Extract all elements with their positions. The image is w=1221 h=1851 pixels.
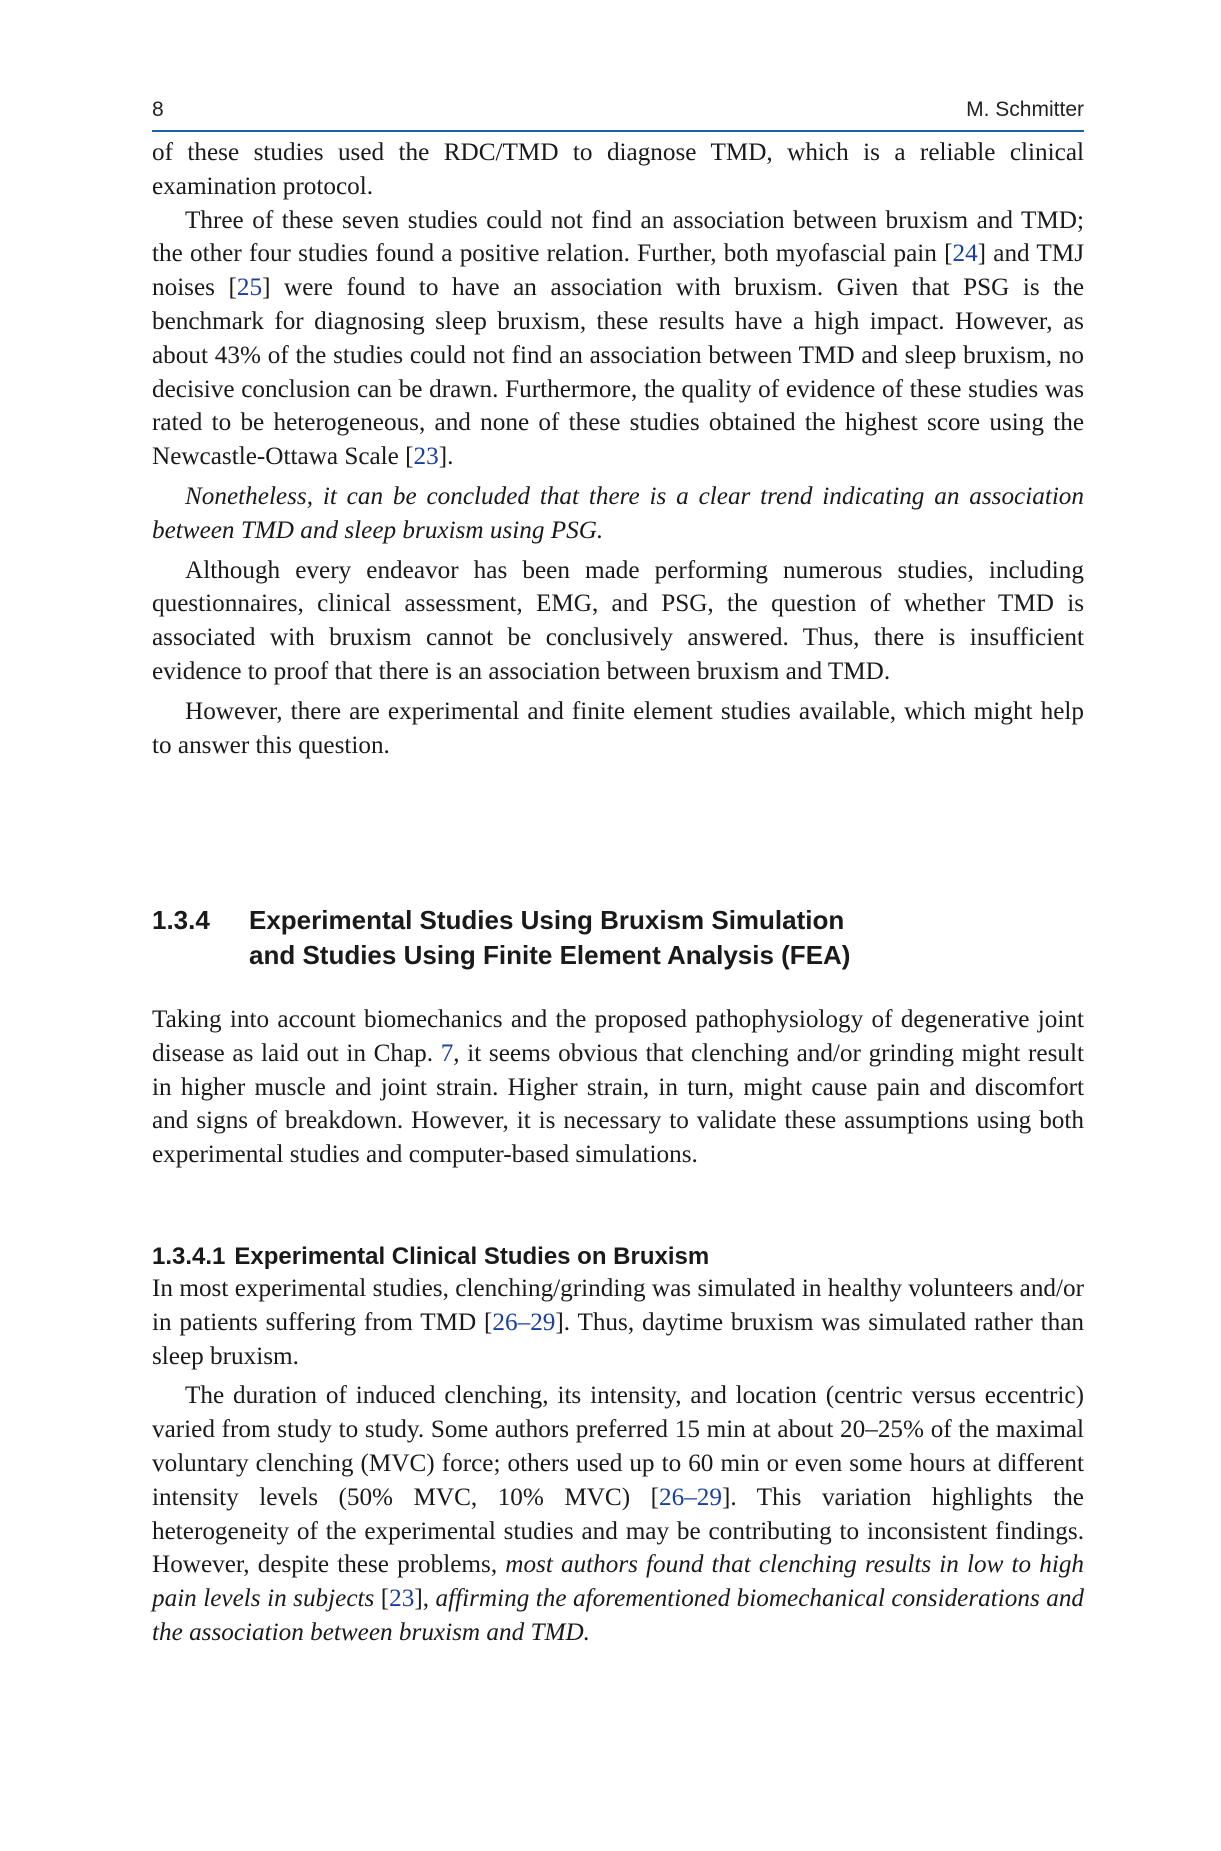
text-block-3 <box>152 1272 1084 1650</box>
section-title-line: and Studies Using Finite Element Analysis (FEA) <box>249 940 851 970</box>
reference-link[interactable]: 23 <box>413 443 439 471</box>
paragraph: Although every endeavor has been made performing numerous studies, including questionnaires, clinical assessment, EMG, and PSG, the question of whether TMD is associated with bruxism cannot be conclusively answered. Thus, there is insufficient evidence to proof that there is an association between bruxism and TMD. <box>152 556 1084 685</box>
running-header <box>152 96 1084 132</box>
text-span: ], <box>414 1585 436 1613</box>
paragraph <box>152 204 1084 474</box>
italic-text: affirming the aforementioned biomechanical considerations and the association between bruxism and TMD. <box>152 1585 1085 1646</box>
text-span: ]. Thus, daytime bruxism was simulated rather than sleep bruxism. <box>152 1308 1084 1370</box>
text-span: ]. This variation highlights the heterogeneity of the experimental studies and may be contributing to inconsistent findings. However, despite these problems, <box>152 1483 1084 1579</box>
subsection-heading <box>152 1241 709 1273</box>
text-span: , it seems obvious that clenching and/or grinding might result in higher muscle and joint strain. Higher strain, in turn, might cause pain and discomfort and signs of breakdown. However, it is necessary to validate these assumptions using both experimental studies and computer-based simulations. <box>152 1039 1084 1169</box>
italic-text: Nonetheless, it can be concluded that there is a clear trend indicating an association between TMD and sleep bruxism using PSG. <box>152 482 1084 544</box>
section-number: 1.3.4 <box>152 905 210 935</box>
text-span: Taking into account biomechanics and the proposed pathophysiology of degenerative joint disease as laid out in Chap. <box>152 1006 1084 1067</box>
reference-link[interactable]: 26–29 <box>659 1483 722 1511</box>
chapter-link[interactable]: 7 <box>440 1039 454 1067</box>
reference-link[interactable]: 26–29 <box>492 1308 556 1336</box>
text-span: Three of these seven studies could not find an association between bruxism and TMD; the other four studies found a positive relation. Further, both myofascial pain [ <box>152 206 1084 268</box>
text-span: [ <box>374 1585 390 1613</box>
paragraph: However, there are experimental and finite element studies available, which might help to answer this question. <box>152 697 1084 759</box>
paragraph: of these studies used the RDC/TMD to diagnose TMD, which is a reliable clinical examination protocol. <box>152 139 1084 200</box>
page-number: 8 <box>152 98 164 121</box>
reference-link[interactable]: 23 <box>389 1585 415 1613</box>
text-span: The duration of induced clenching, its intensity, and location (centric versus eccentric) varied from study to study. Some authors preferred 15 min at about 20–25% of the maximal voluntary clenching (MVC) force; others used up to 60 min or even some hours at different intensity levels (50% MVC, 10% MVC) [ <box>152 1382 1084 1511</box>
section-title <box>249 903 1009 973</box>
subsection-number: 1.3.4.1 <box>152 1243 226 1270</box>
reference-link[interactable]: 25 <box>236 274 263 302</box>
text-block-1 <box>152 136 1084 762</box>
text-span: In most experimental studies, clenching/grinding was simulated in healthy volunteers and/or in patients suffering from TMD [ <box>152 1275 1084 1336</box>
paragraph <box>152 1379 1084 1649</box>
subsection-title: Experimental Clinical Studies on Bruxism <box>234 1243 710 1270</box>
text-span: ]. <box>438 443 454 471</box>
italic-text: most authors found that clenching results in low to high pain levels in subjects <box>152 1551 1085 1613</box>
running-author: M. Schmitter <box>966 98 1084 121</box>
paragraph <box>152 1003 1084 1172</box>
text-span: ] were found to have an association with bruxism. Given that PSG is the benchmark for diagnosing sleep bruxism, these results have a high impact. However, as about 43% of the studies could not find an association between TMD and sleep bruxism, no decisive conclusion can be drawn. Furthermore, the quality of evidence of these studies was rated to be heterogeneous, and none of these studies obtained the highest score using the Newcastle-Ottawa Scale [ <box>152 274 1085 471</box>
text-block-2 <box>152 1003 1084 1172</box>
paragraph-emphasis <box>152 480 1084 548</box>
reference-link[interactable]: 24 <box>952 240 978 268</box>
section-title-line: Experimental Studies Using Bruxism Simulation <box>249 905 845 935</box>
paragraph <box>152 1272 1084 1373</box>
text-span: ] and TMJ noises [ <box>152 240 1084 302</box>
